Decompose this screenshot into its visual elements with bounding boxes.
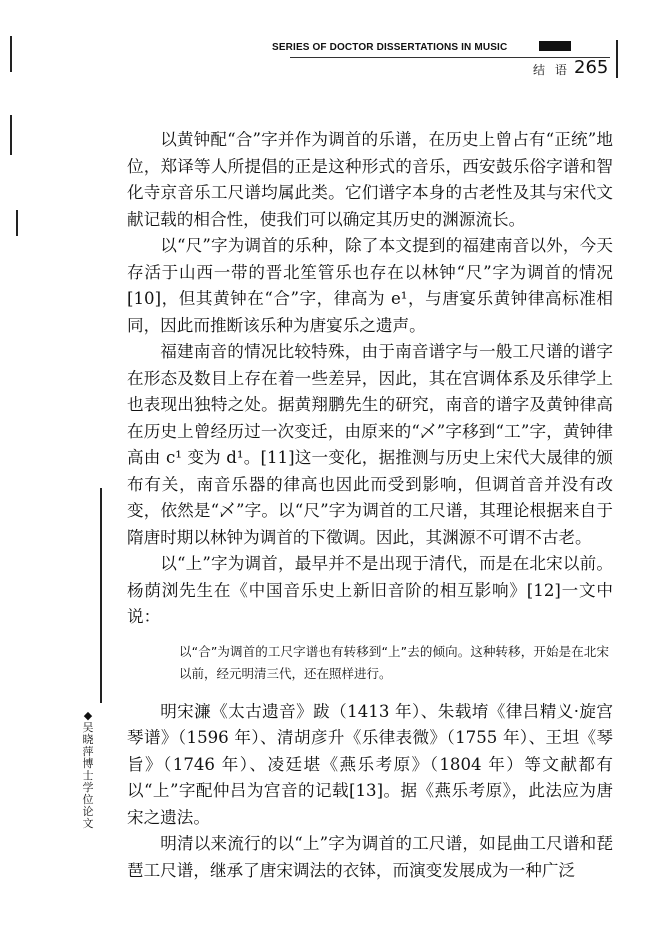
side-rule	[100, 488, 102, 703]
paragraph-5: 明宋濂《太古遗音》跋（1413 年）、朱载堉《律吕精义·旋宫琴谱》（1596 年）、清胡彦升《乐律表微》（1755 年）、王坦《琴旨》（1746 年）、凌廷堪《燕乐考原》（1804 年）等文献都有以“上”字配仲吕为宫音的记载[13]。据《燕乐考原》，此法应为唐宋之遗法。	[127, 701, 613, 827]
header-rule	[290, 57, 610, 58]
paragraph-2: 以“尺”字为调首的乐种，除了本文提到的福建南音以外，今天存活于山西一带的晋北笙管乐也存在以林钟“尺”字为调首的情况[10]，但其黄钟在“合”字，律高为 e¹，与唐宴乐黄钟律高标准相同，因此而推断该乐种为唐宴乐之遗声。	[127, 236, 613, 335]
paragraph-4: 以“上”字为调首，最早并不是出现于清代，而是在北宋以前。杨荫浏先生在《中国音乐史上新旧音阶的相互影响》[12]一文中说：	[127, 554, 613, 626]
scan-mark-middle	[10, 115, 12, 155]
scan-mark-top	[10, 36, 12, 72]
page-number: 265	[574, 57, 609, 78]
series-title: SERIES OF DOCTOR DISSERTATIONS IN MUSIC	[272, 42, 508, 53]
block-quote: 以“合”为调首的工尺字谱也有转移到“上”去的倾向。这种转移，开始是在北宋以前，经元明清三代，还在照样进行。	[179, 643, 609, 681]
main-text	[127, 127, 613, 884]
section-title: 结 语	[533, 63, 570, 77]
side-author-label: ◆吴晓萍博士学位论文	[82, 709, 94, 830]
header-black-bar	[539, 41, 571, 51]
scan-mark-lower	[16, 210, 18, 236]
header-right-tick	[616, 40, 618, 78]
paragraph-3: 福建南音的情况比较特殊，由于南音谱字与一般工尺谱的谱字在形态及数目上存在着一些差异，因此，其在宫调体系及乐律学上也表现出独特之处。据黄翔鹏先生的研究，南音的谱字及黄钟律高在历史上曾经历过一次变迁，由原来的“乄”字移到“工”字，黄钟律高由 c¹ 变为 d¹。[11]这一变化，据推测与历史上宋代大晟律的颁布有关，南音乐器的律高也因此而受到影响，但调首音并没有改变，依然是“乄”字。以“尺”字为调首的工尺谱，其理论根据来自于隋唐时期以林钟为调首的下徵调。因此，其渊源不可谓不古老。	[127, 342, 613, 547]
paragraph-1: 以黄钟配“合”字并作为调首的乐谱，在历史上曾占有“正统”地位，郑译等人所提倡的正是这种形式的音乐，西安鼓乐俗字谱和智化寺京音乐工尺谱均属此类。它们谱字本身的古老性及其与宋代文献记载的相合性，使我们可以确定其历史的渊源流长。	[127, 130, 613, 229]
paragraph-6: 明清以来流行的以“上”字为调首的工尺谱，如昆曲工尺谱和琵琶工尺谱，继承了唐宋调法的衣钵，而演变发展成为一种广泛	[127, 834, 613, 880]
